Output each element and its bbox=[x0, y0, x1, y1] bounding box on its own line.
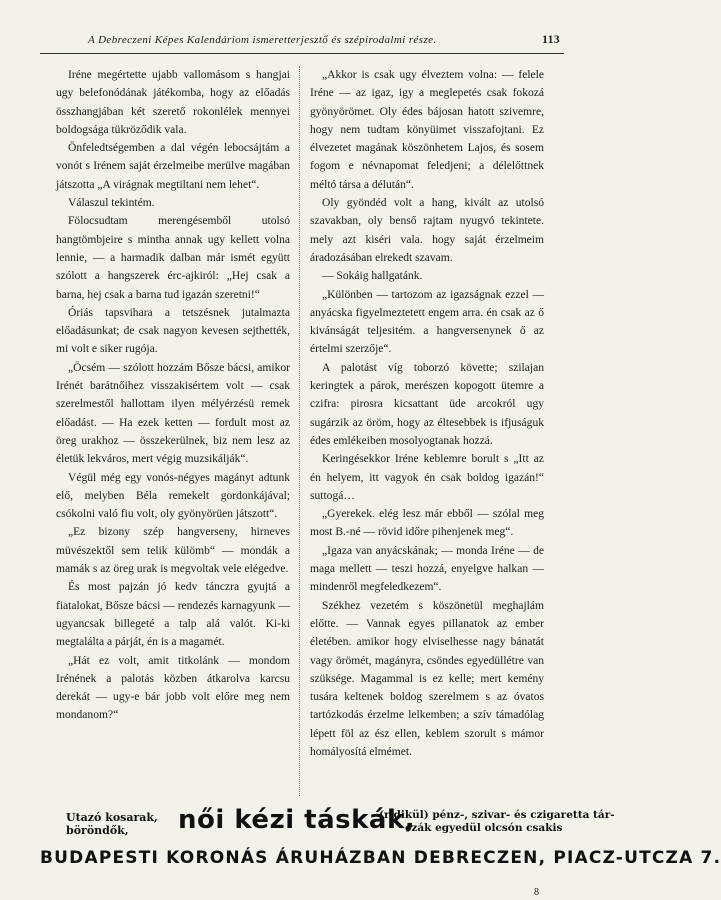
paragraph: És most pajzán jó kedv tánczra gyujtá a fiatalokat, Bősze bácsi — rendezés karnagyunk — ugyancsak billegeté a talp alá valót. Ki-ki megtalálta a párját, én is a magamét. bbox=[56, 581, 290, 649]
ad-right-line2: czák egyedül olcsón csakis bbox=[405, 822, 563, 834]
ad-headline: női kézi táskák, bbox=[178, 805, 416, 835]
paragraph: Iréne megértette ujabb vallomásom s hangjai ugy belefonódának játékomba, hogy az előadás összhangjában két szerető rokonlélek mennyei boldogsága tükröződik vala. bbox=[56, 69, 290, 136]
paragraph: „Különben — tartozom az igazságnak ezzel — anyácska figyelmeztetett engem arra. én csak az ő kivánságát teljesitém. a hangversenynek ő az értelmi szerzője“. bbox=[310, 288, 544, 356]
paragraph: Oly gyöndéd volt a hang, kivált az utolsó szavakban, oly benső rajtam nyugvó tekintete. mely azt kiséri vala. hogy saját érzelmeim áradozásában elrekedt szavam. bbox=[310, 197, 544, 264]
paragraph: Keringésekkor Iréne keblemre borult s „Itt az én helyem, itt vagyok én csak boldog igazán!“ suttogá… bbox=[310, 453, 544, 502]
ad-right-text bbox=[379, 809, 615, 835]
paragraph: „Gyerekek. elég lesz már ebből — szólal meg most B.-né — rövid időre pihenjenek meg“. bbox=[310, 508, 544, 539]
paragraph: „Öcsém — szólott hozzám Bősze bácsi, amikor Irénét barátnőihez visszakisértem volt — csak szerelmestől hallottam ilyen mélyérzésü remek előadást. — Ha ezek ketten — fordult most az öreg urakhoz — összekerülnek, biz nem lesz az életük lekváros, mert végig muzsikálják“. bbox=[56, 361, 290, 466]
ad-top-line bbox=[66, 805, 615, 847]
signature-mark: 8 bbox=[534, 887, 539, 898]
paragraph: Válaszul tekintém. bbox=[68, 197, 155, 210]
ad-right-line1: (ridikül) pénz-, szivar- és czigaretta tár- bbox=[379, 809, 615, 821]
ad-left-line1: Utazó kosarak, bbox=[66, 811, 158, 824]
ad-left-line2: böröndők, bbox=[66, 824, 129, 837]
paragraph: „Hát ez volt, amit titkolánk — mondom Irénének a palotás közben átkarolva karcsu derekát — ugy-e bár jobb volt előre meg nem mondanom?“ bbox=[56, 654, 290, 722]
header-rule bbox=[40, 53, 564, 54]
paragraph: „Akkor is csak ugy élveztem volna: — felele Iréne — az igaz, igy a meglepetés csak fokozá gyönyörömet. Oly édes bájosan hatott szivemre, hogy nem tudtam könyüimet visszafojtani. Ez élvezetet magának köszönhetem Lajos, és sosem fogom e névnapomat feledjeni; a délelőttnek méltó társa a délután“. bbox=[310, 69, 544, 191]
page-number: 113 bbox=[542, 34, 560, 46]
paragraph: Székhez vezetém s köszönetül meghajlám előtte. — Vannak egyes pillanatok az ember életében. amikor hogy elviselhesse nagy bánatát vagy örömét, magányra, csöndes egyedüllétre van szüksége. Magammal is ez kelle; mert kemény tusára keltenek boldog szerelmem s az óvatos tartózkodás érzelme lelkemben; a szív támadólag lépett föl az ész ellen, keblem szorult s mámor homályosítá elmémet. bbox=[310, 599, 544, 758]
paragraph: Önfeledtségemben a dal végén lebocsájtám a vonót s Irénem saját érzelmeibe merülve magában játszotta „A virágnak megtiltani nem lehet“. bbox=[56, 142, 290, 191]
paragraph: A palotást víg toborzó követte; szilajan keringtek a párok, merészen kopogott ütemre a czifra: pirosra kicsattant üde arcokról ugy sugárzik az öröm, hogy az éltesebbek is ifjuságuk édes emlékeiben mosolyogtanak hozzá. bbox=[310, 361, 544, 447]
left-column bbox=[56, 66, 290, 725]
paragraph: Óriás tapsvihara a tetszésnek jutalmazta előadásunkat; de csak nagyon kevesen sejthették, mi volt e siker rugója. bbox=[56, 306, 290, 356]
paragraph: „Ez bizony szép hangverseny, hirneves müvészektől sem telik külömb“ — mondák a mamák s az öreg urak is megvoltak vele elégedve. bbox=[56, 526, 290, 576]
paragraph: — Sokáig hallgatánk. bbox=[322, 270, 423, 283]
running-header bbox=[40, 34, 562, 52]
column-divider bbox=[299, 66, 300, 796]
paragraph: „Igaza van anyácskának; — monda Iréne — de maga mellett — teszi hozzá, enyelgve halkan — mindenről megfeledkezem“. bbox=[310, 544, 544, 594]
ad-left-text bbox=[66, 811, 158, 837]
right-column bbox=[310, 66, 544, 761]
ad-store-address: BUDAPESTI KORONÁS ÁRUHÁZBAN DEBRECZEN, PIACZ-UTCZA 7. bbox=[40, 848, 721, 868]
paragraph: Végül még egy vonós-négyes magányt adtunk elő, melyben Béla remekelt gordonkájával; csókolni való fiu volt, oly gyönyörüen játszott“. bbox=[56, 471, 290, 521]
advertisement bbox=[40, 805, 721, 883]
paragraph: Fölocsudtam merengésemből utolsó hangtömbjeire s mintha annak ugy kellett volna lennie, — a harmadik dalban már ismét együtt szólott a hangszerek érc-ajkiról: „Hej csak a barna, hej csak a barna tud igazán szeretni!“ bbox=[56, 215, 290, 301]
running-header-title: A Debreczeni Képes Kalendáriom ismeretterjesztő és szépirodalmi része. bbox=[88, 34, 437, 46]
